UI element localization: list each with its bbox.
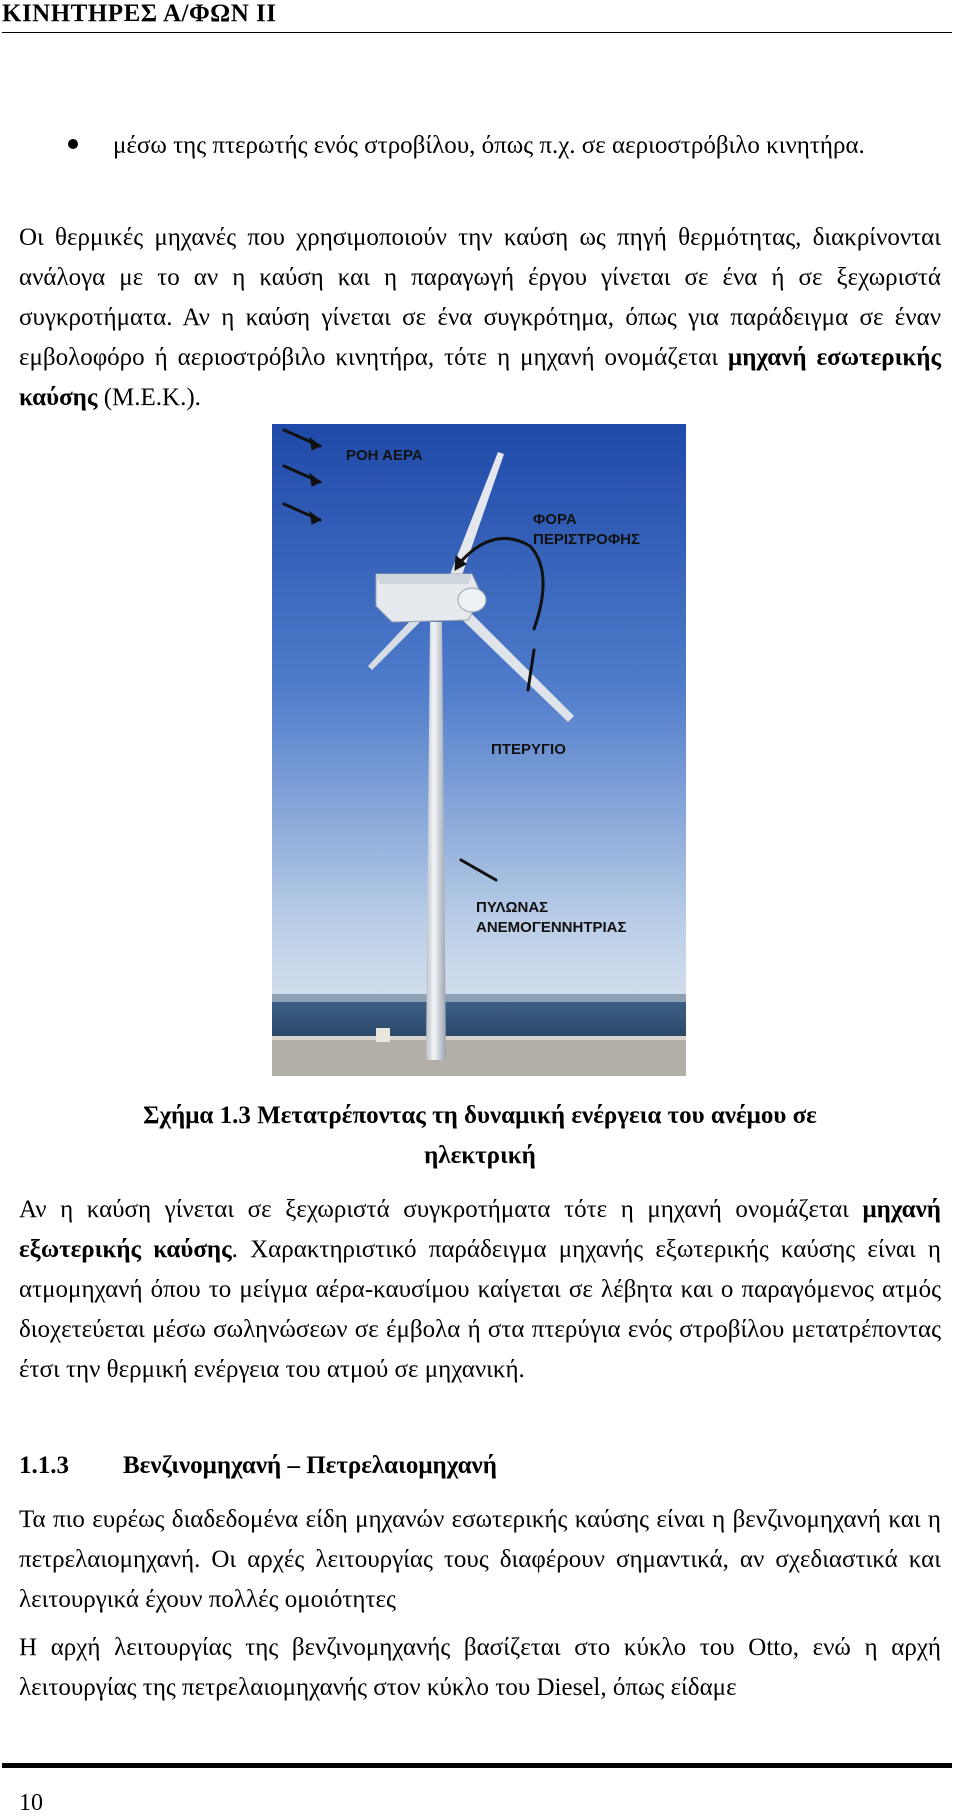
label-blade: ΠΤΕΡΥΓΙΟ (491, 741, 566, 758)
figure-caption-line2: ηλεκτρική (424, 1142, 536, 1169)
term-internal-combustion-engine: μηχανή εσωτερικής καύσης (19, 344, 942, 411)
figure-caption (60, 1096, 900, 1176)
label-tower-line1: ΠΥΛΩΝΑΣ (476, 899, 549, 916)
bullet-item-text: μέσω της πτερωτής ενός στροβίλου, όπως π.χ. σε αεριοστρόβιλο κινητήρα. (113, 132, 865, 159)
paragraph-operating-principles: Η αρχή λειτουργίας της βενζινομηχανής βασίζεται στο κύκλο του Otto, ενώ η αρχή λειτουργίας της πετρελαιομηχανής στον κύκλο του Diesel, όπως είδαμε (19, 1634, 941, 1701)
paragraph-text: (Μ.Ε.Κ.). (97, 384, 201, 411)
term-external-combustion-engine: μηχανή εξωτερικής καύσης (19, 1196, 941, 1263)
wind-turbine-photo (272, 424, 686, 1076)
wind-turbine-figure (272, 424, 686, 1076)
label-rotation-direction-line1: ΦΟΡΑ (533, 511, 577, 528)
label-tower-line2: ΑΝΕΜΟΓΕΝΝΗΤΡΙΑΣ (476, 919, 627, 936)
paragraph-external-combustion (19, 1190, 941, 1390)
bullet-dot-icon (68, 139, 78, 149)
header-divider (2, 32, 952, 33)
paragraph-internal-combustion (19, 218, 941, 418)
figure-caption-line1: Σχήμα 1.3 Μετατρέποντας τη δυναμική ενέργεια του ανέμου σε (143, 1102, 817, 1129)
footer-divider (2, 1763, 952, 1768)
section-title: Βενζινομηχανή – Πετρελαιομηχανή (123, 1452, 497, 1479)
paragraph-text: Οι θερμικές μηχανές που χρησιμοποιούν την καύση ως πηγή θερμότητας, διακρίνονται ανάλογα με το αν η καύση και η παραγωγή έργου γίνεται σε ένα ή σε ξεχωριστά συγκροτήματα. Αν η καύση γίνεται σε ένα συγκρότημα, όπως για παράδειγμα σε έναν εμβολοφόρο ή αεριοστρόβιλο κινητήρα, τότε η μηχανή ονομάζεται (19, 224, 941, 371)
paragraph-engine-types: Τα πιο ευρέως διαδεδομένα είδη μηχανών εσωτερικής καύσης είναι η βενζινομηχανή και η πετρελαιομηχανή. Οι αρχές λειτουργίας τους διαφέρουν σημαντικά, αν σχεδιαστικά και λειτουργικά έχουν πολλές ομοιότητες (19, 1506, 941, 1613)
label-rotation-direction-line2: ΠΕΡΙΣΤΡΟΦΗΣ (533, 531, 640, 548)
label-air-flow: ΡΟΗ ΑΕΡΑ (346, 447, 423, 464)
page-number: 10 (19, 1790, 43, 1816)
paragraph-text: . Χαρακτηριστικό παράδειγμα μηχανής εξωτερικής καύσης είναι η ατμομηχανή όπου το μείγμα αέρα-καυσίμου καίγεται σε λέβητα και ο παραγόμενος ατμός διοχετεύεται μέσω σωληνώσεων σε έμβολα ή στα πτερύγια ενός στροβίλου μετατρέποντας έτσι την θερμική ενέργεια του ατμού σε μηχανική. (19, 1236, 941, 1383)
section-number: 1.1.3 (19, 1452, 69, 1479)
running-header-title: ΚΙΝΗΤΗΡΕΣ Α/ΦΩΝ ΙΙ (2, 0, 277, 27)
paragraph-text: Αν η καύση γίνεται σε ξεχωριστά συγκροτήματα τότε η μηχανή ονομάζεται (19, 1196, 863, 1223)
